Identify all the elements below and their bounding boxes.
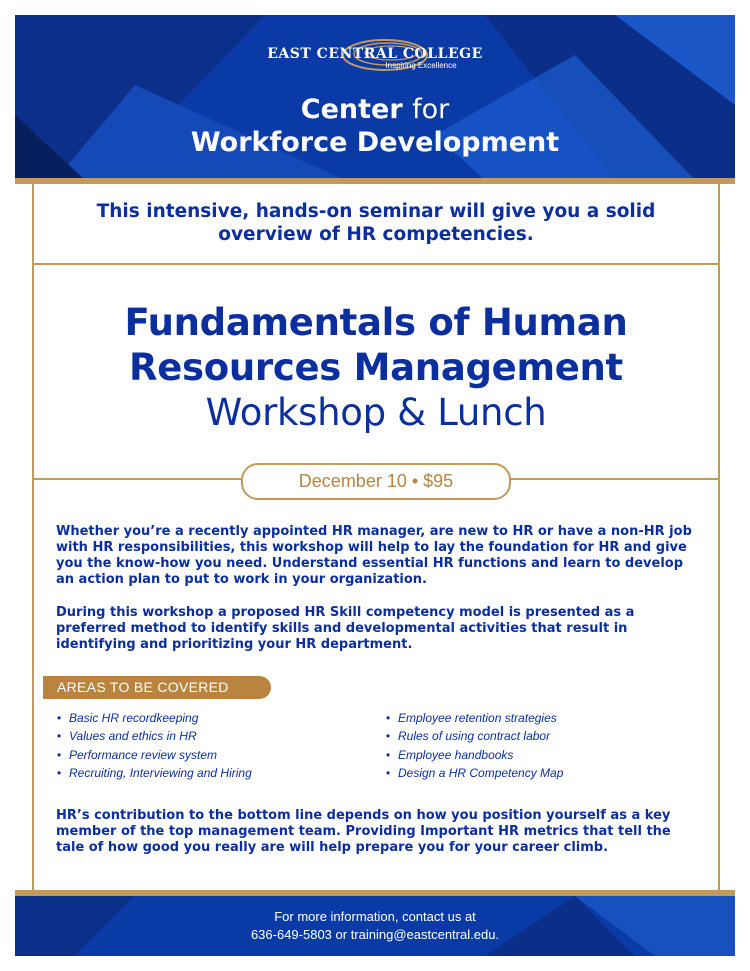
areas-heading: AREAS TO BE COVERED xyxy=(43,676,271,699)
contact-line-1: For more information, contact us at xyxy=(274,909,476,924)
topic-item xyxy=(57,746,252,764)
title-line-1: Fundamentals of Human xyxy=(124,301,628,344)
title-line-3: Workshop & Lunch xyxy=(205,391,547,434)
intro-line-2: overview of HR competencies. xyxy=(218,224,534,245)
topic-item xyxy=(57,709,252,727)
college-brand xyxy=(15,46,735,70)
contact-info xyxy=(15,908,735,944)
topic-label: Performance review system xyxy=(69,747,218,762)
bullet-icon: • xyxy=(386,747,391,762)
closing-paragraph: HR’s contribution to the bottom line depends on how you position yourself as a key member of the top management team. Providing Important HR metrics that tell the tale of how good you really are will help prepare you for your career climb. xyxy=(56,808,671,855)
date-price-badge: December 10 • $95 xyxy=(241,463,511,500)
description-paragraph-2: During this workshop a proposed HR Skill competency model is presented as a preferred method to identify skills and developmental activities that result in identifying and prioritizing your HR department. xyxy=(56,605,635,652)
center-title xyxy=(15,93,735,159)
workshop-title xyxy=(34,300,718,435)
topic-label: Values and ethics in HR xyxy=(69,729,197,744)
college-name: EAST CENTRAL COLLEGE xyxy=(267,46,483,62)
center-title-light: for xyxy=(412,94,450,125)
topics-list-right xyxy=(386,709,563,782)
topic-item xyxy=(57,764,252,782)
topics-list-left xyxy=(57,709,252,782)
intro-divider xyxy=(34,263,718,265)
topic-label: Recruiting, Interviewing and Hiring xyxy=(69,765,252,780)
bullet-icon: • xyxy=(57,765,62,780)
topic-label: Basic HR recordkeeping xyxy=(69,711,199,725)
footer-banner xyxy=(15,896,735,956)
topic-label: Employee retention strategies xyxy=(398,711,557,725)
college-tagline: Inspiring Excellence xyxy=(385,61,457,70)
topic-label: Employee handbooks xyxy=(398,747,514,762)
topic-item xyxy=(386,727,563,745)
bullet-icon: • xyxy=(57,747,62,762)
header-banner xyxy=(15,15,735,180)
contact-line-2[interactable]: 636-649-5803 or training@eastcentral.edu. xyxy=(250,927,500,942)
bullet-icon: • xyxy=(386,765,391,780)
topic-label: Rules of using contract labor xyxy=(398,729,551,744)
center-title-line2: Workforce Development xyxy=(190,127,560,158)
bullet-icon: • xyxy=(386,729,391,744)
bullet-icon: • xyxy=(57,729,62,744)
topic-label: Design a HR Competency Map xyxy=(398,765,564,780)
topic-item xyxy=(386,764,563,782)
intro-statement xyxy=(34,200,718,246)
intro-line-1: This intensive, hands-on seminar will give you a solid xyxy=(96,201,656,222)
description-paragraph-1: Whether you’re a recently appointed HR manager, are new to HR or have a non-HR job with HR responsibilities, this workshop will help to lay the foundation for HR and give you the know-how you need. Understand essential HR functions and learn to develop an action plan to put to work in your organization. xyxy=(56,524,692,587)
title-line-2: Resources Management xyxy=(129,346,623,389)
bullet-icon: • xyxy=(386,711,391,725)
topic-item xyxy=(386,709,563,727)
bullet-icon: • xyxy=(57,711,62,725)
topic-item xyxy=(386,746,563,764)
topic-item xyxy=(57,727,252,745)
center-title-bold: Center xyxy=(300,94,403,125)
